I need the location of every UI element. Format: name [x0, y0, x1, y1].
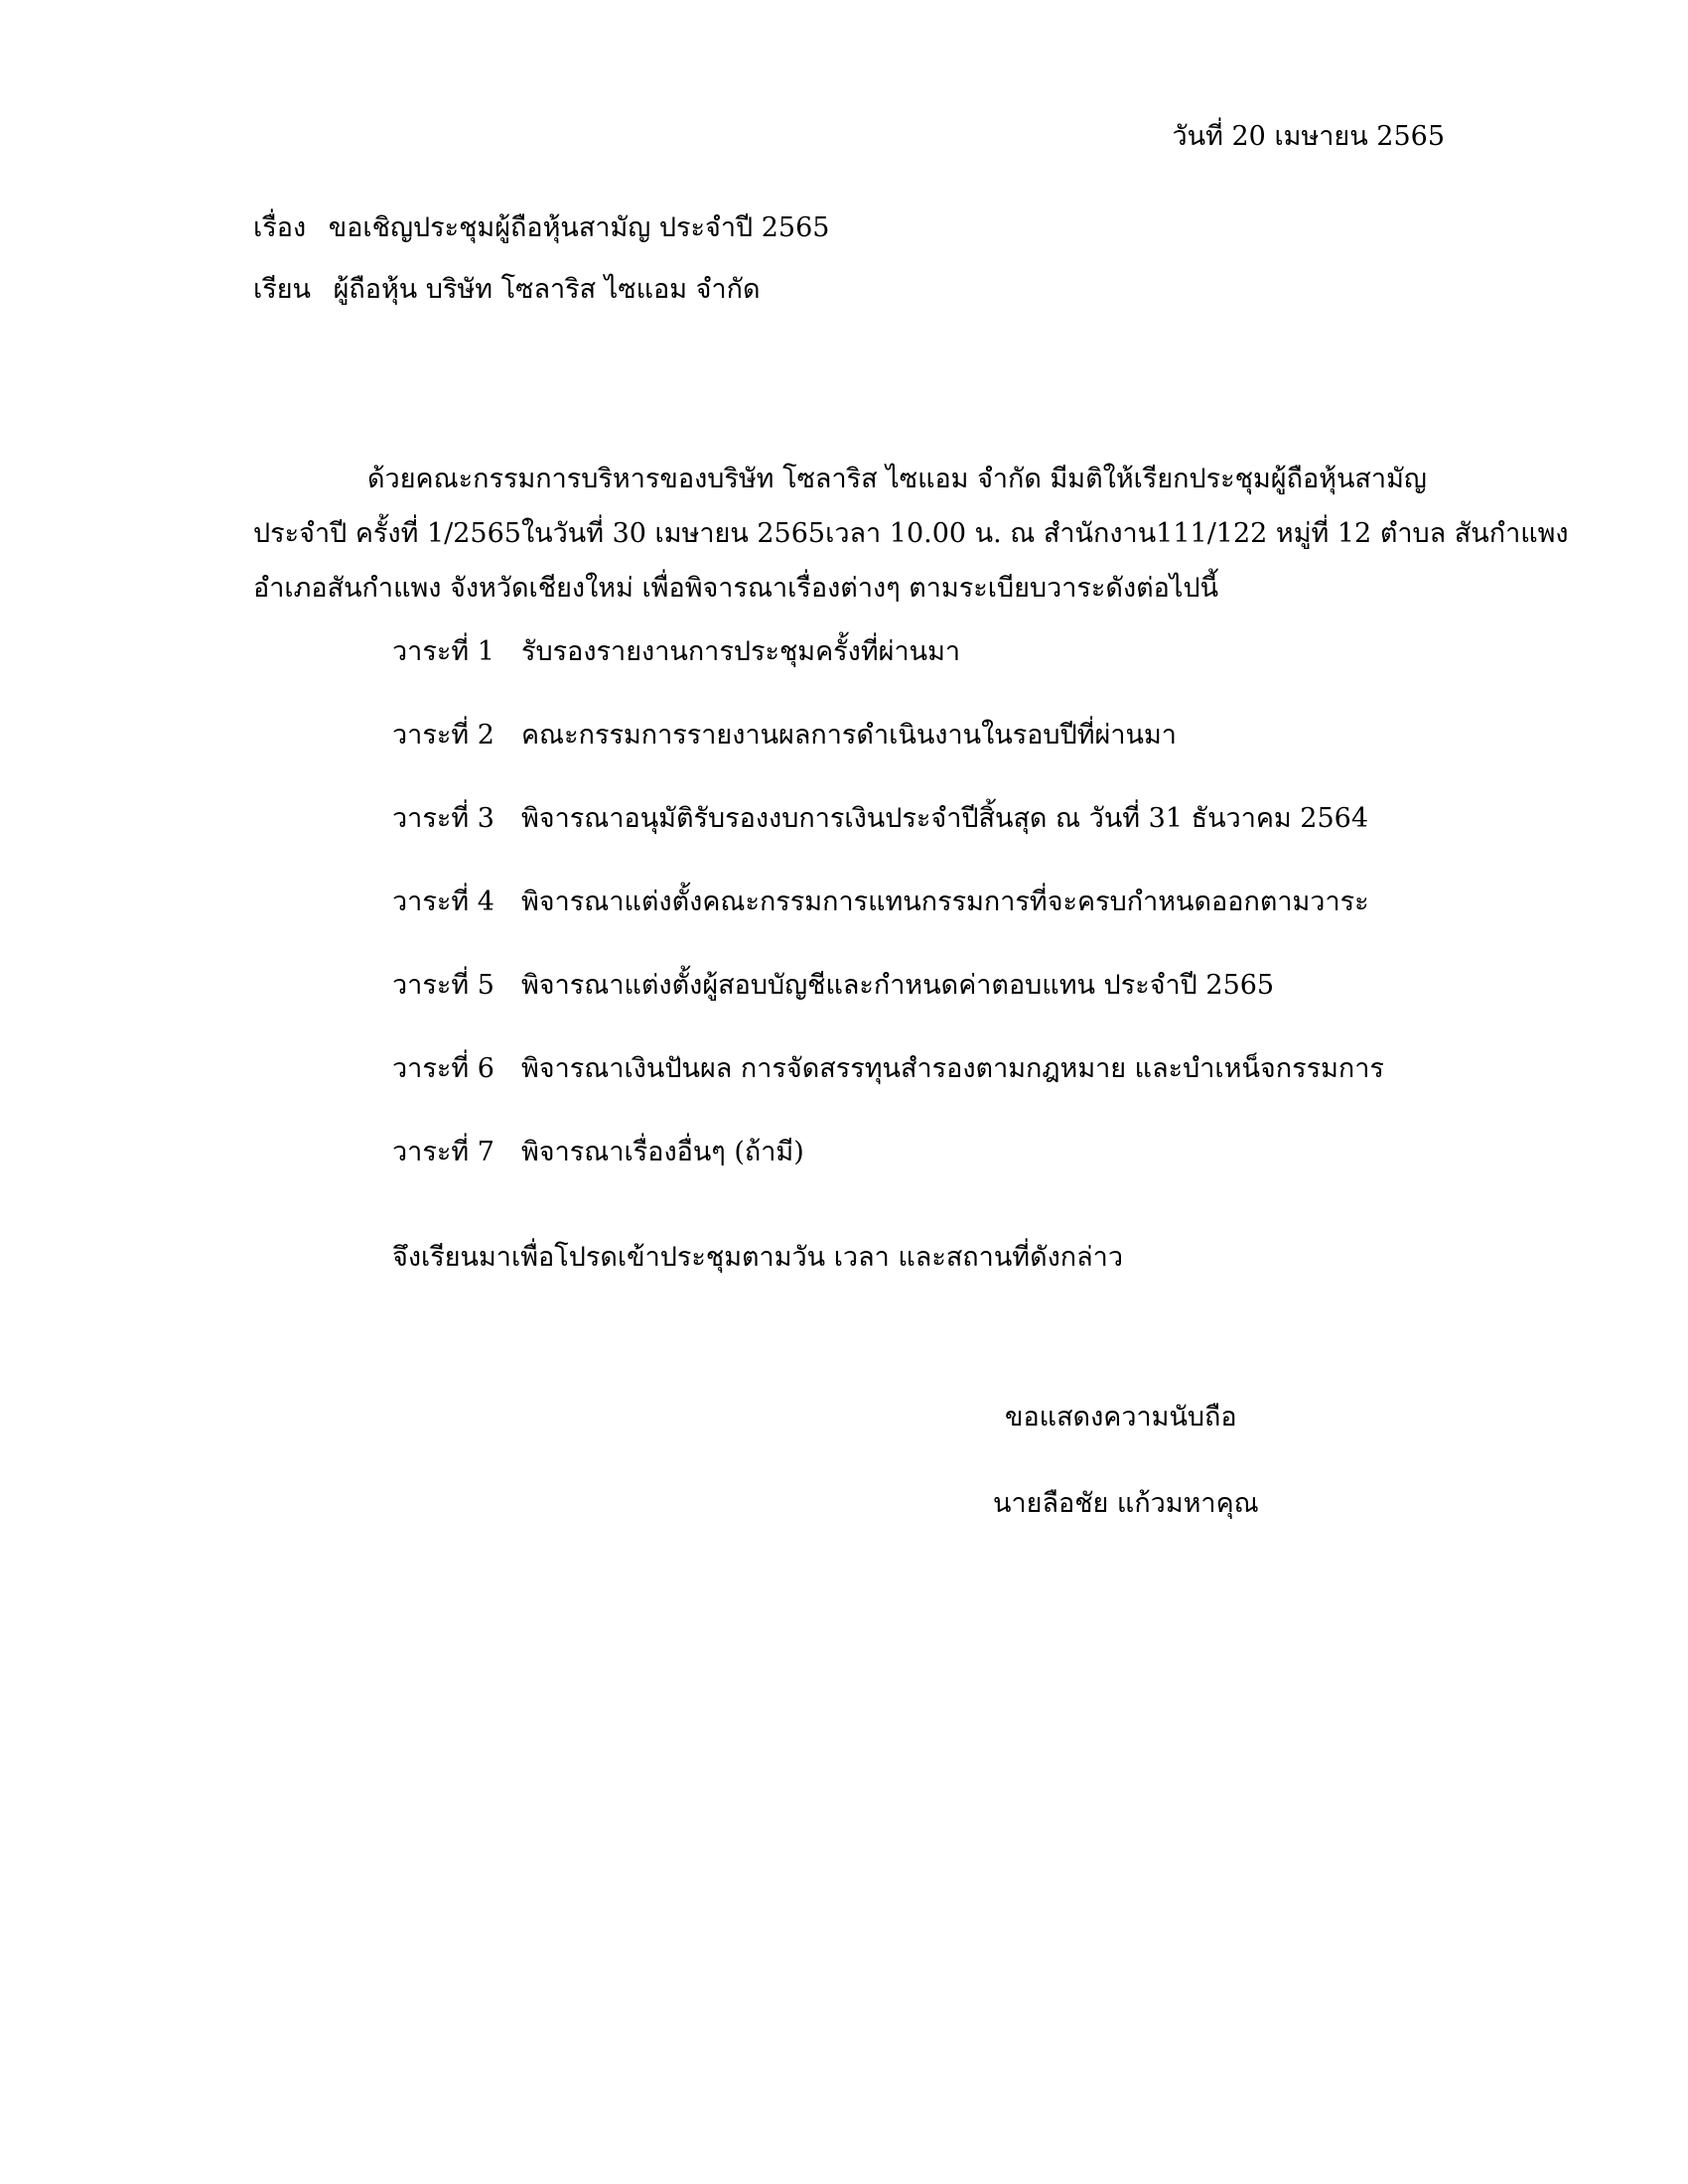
- body-paragraph: [253, 452, 1569, 615]
- subject-label: เรื่อง: [253, 212, 307, 243]
- regards-text: ขอแสดงความนับถือ: [1005, 1402, 1237, 1433]
- signer-name: นายลือชัย แก้วมหาคุณ: [993, 1488, 1259, 1519]
- agenda-item: [392, 632, 1384, 716]
- agenda-list: [392, 632, 1384, 1216]
- agenda-label: วาระที่ 1: [392, 636, 494, 667]
- agenda-item: [392, 1133, 1384, 1216]
- agenda-text: พิจารณาเรื่องอื่นๆ (ถ้ามี): [521, 1137, 804, 1167]
- agenda-text: พิจารณาแต่งตั้งคณะกรรมการแทนกรรมการที่จะครบกำหนดออกตามวาระ: [521, 887, 1369, 917]
- agenda-text: รับรองรายงานการประชุมครั้งที่ผ่านมา: [521, 636, 961, 667]
- recipient-line: [253, 270, 761, 310]
- recipient-label: เรียน: [253, 274, 312, 305]
- subject-line: [253, 208, 829, 248]
- agenda-label: วาระที่ 7: [392, 1137, 494, 1167]
- agenda-text: พิจารณาอนุมัติรับรองงบการเงินประจำปีสิ้นสุด ณ วันที่ 31 ธันวาคม 2564: [521, 803, 1369, 834]
- agenda-text: พิจารณาเงินปันผล การจัดสรรทุนสำรองตามกฎหมาย และบำเหน็จกรรมการ: [521, 1053, 1384, 1084]
- agenda-item: [392, 799, 1384, 883]
- agenda-text: คณะกรรมการรายงานผลการดำเนินงานในรอบปีที่ผ่านมา: [521, 720, 1177, 751]
- letter-date: วันที่ 20 เมษายน 2565: [1172, 121, 1445, 152]
- body-line: อำเภอสันกำแพง จังหวัดเชียงใหม่ เพื่อพิจารณาเรื่องต่างๆ ตามระเบียบวาระดังต่อไปนี้: [253, 573, 1219, 604]
- agenda-label: วาระที่ 2: [392, 720, 494, 751]
- agenda-item: [392, 966, 1384, 1049]
- body-line: ด้วยคณะกรรมการบริหารของบริษัท โซลาริส ไซแอม จำกัด มีมติให้เรียกประชุมผู้ถือหุ้นสามัญ: [367, 464, 1427, 494]
- agenda-label: วาระที่ 6: [392, 1053, 494, 1084]
- agenda-item: [392, 716, 1384, 799]
- agenda-label: วาระที่ 3: [392, 803, 494, 834]
- closing-text: จึงเรียนมาเพื่อโปรดเข้าประชุมตามวัน เวลา และสถานที่ดังกล่าว: [392, 1242, 1124, 1273]
- agenda-item: [392, 1049, 1384, 1133]
- agenda-text: พิจารณาแต่งตั้งผู้สอบบัญชีและกำหนดค่าตอบแทน ประจำปี 2565: [521, 970, 1275, 1001]
- agenda-label: วาระที่ 4: [392, 887, 494, 917]
- subject-text: ขอเชิญประชุมผู้ถือหุ้นสามัญ ประจำปี 2565: [328, 212, 830, 243]
- recipient-text: ผู้ถือหุ้น บริษัท โซลาริส ไซแอม จำกัด: [333, 274, 761, 305]
- agenda-item: [392, 883, 1384, 966]
- body-line: ประจำปี ครั้งที่ 1/2565ในวันที่ 30 เมษายน 2565เวลา 10.00 น. ณ สำนักงาน111/122 หมู่ที่ 12 ตำบล สันกำแพง: [253, 518, 1569, 549]
- agenda-label: วาระที่ 5: [392, 970, 494, 1001]
